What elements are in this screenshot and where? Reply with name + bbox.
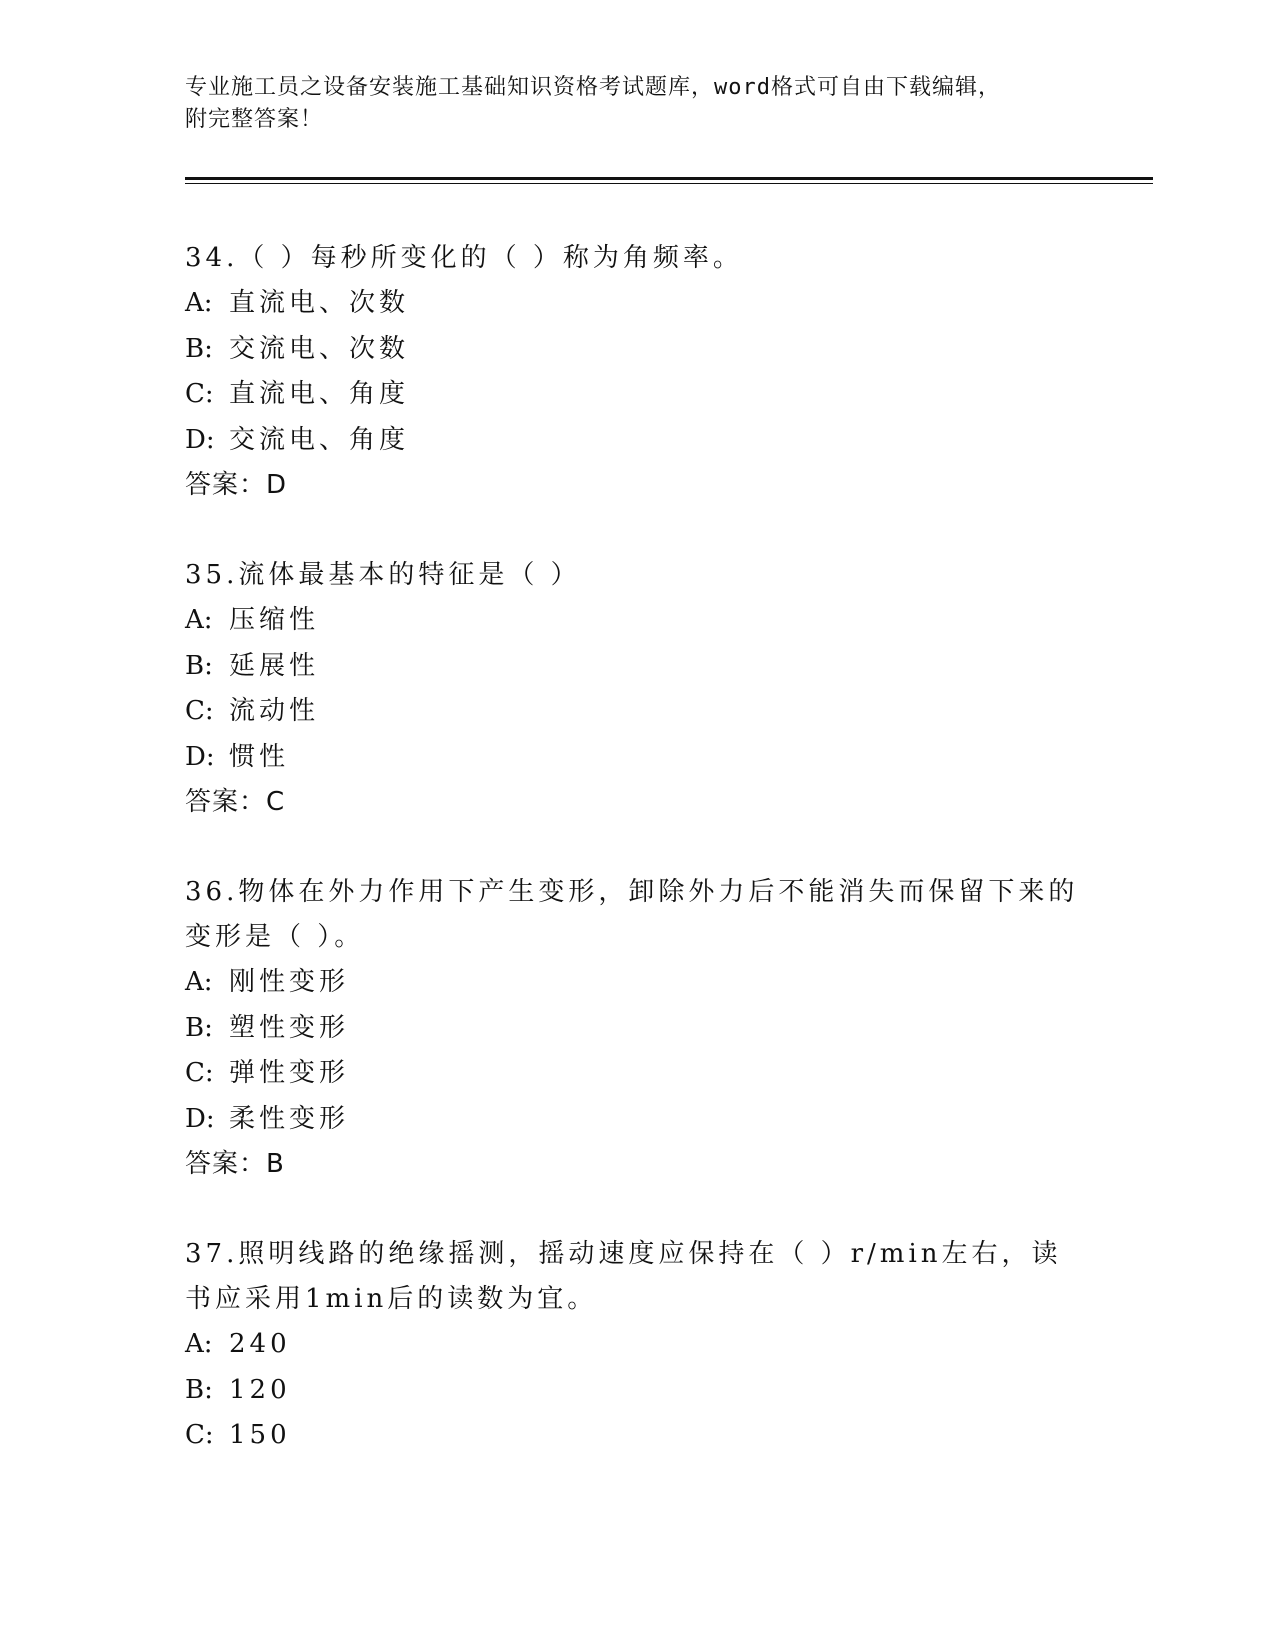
answer-line: 答案：D xyxy=(185,470,288,500)
option-d xyxy=(185,418,1085,464)
option-letter: B: xyxy=(185,1374,213,1405)
question-36 xyxy=(185,870,1085,1187)
option-a xyxy=(185,1322,1085,1368)
option-letter: D: xyxy=(185,741,215,772)
option-a xyxy=(185,598,1085,644)
option-d xyxy=(185,735,1085,781)
option-text: 惯性 xyxy=(229,741,290,772)
option-c xyxy=(185,689,1085,735)
option-text: 交流电、次数 xyxy=(229,333,410,364)
option-text: 延展性 xyxy=(229,650,320,681)
option-text: 柔性变形 xyxy=(229,1103,350,1134)
option-text: 压缩性 xyxy=(229,605,320,635)
option-a xyxy=(185,960,1085,1006)
option-letter: B: xyxy=(185,333,213,364)
question-list xyxy=(185,236,1085,1504)
question-text: 34.（ ）每秒所变化的（ ）称为角频率。 xyxy=(185,243,743,273)
option-c xyxy=(185,1413,1085,1459)
document-header xyxy=(185,72,1085,136)
question-text: 37.照明线路的绝缘摇测，摇动速度应保持在（ ）r/min左右，读书应采用1min后的读数为宜。 xyxy=(185,1239,1062,1314)
option-text: 直流电、次数 xyxy=(229,288,410,318)
option-a xyxy=(185,281,1085,327)
option-letter: B: xyxy=(185,650,213,681)
option-letter: C: xyxy=(185,1420,214,1450)
option-letter: C: xyxy=(185,696,214,726)
option-letter: A: xyxy=(185,605,213,635)
question-37 xyxy=(185,1232,1085,1459)
option-text: 塑性变形 xyxy=(229,1012,350,1043)
option-text: 交流电、角度 xyxy=(229,424,410,455)
option-text: 240 xyxy=(229,1329,291,1359)
option-c xyxy=(185,372,1085,418)
header-divider-thick xyxy=(185,177,1153,180)
option-letter: C: xyxy=(185,379,214,409)
option-text: 150 xyxy=(229,1420,291,1450)
option-text: 弹性变形 xyxy=(229,1058,350,1088)
question-35 xyxy=(185,553,1085,825)
option-d xyxy=(185,1097,1085,1143)
answer-line: 答案：C xyxy=(185,787,286,817)
option-b xyxy=(185,1006,1085,1052)
question-text: 36.物体在外力作用下产生变形，卸除外力后不能消失而保留下来的变形是（ ）。 xyxy=(185,877,1079,952)
question-text: 35.流体最基本的特征是（ ） xyxy=(185,560,581,590)
option-letter: A: xyxy=(185,967,213,997)
option-text: 刚性变形 xyxy=(229,967,350,997)
option-c xyxy=(185,1051,1085,1097)
header-divider-thin xyxy=(185,183,1153,184)
option-letter: B: xyxy=(185,1012,213,1043)
option-letter: A: xyxy=(185,288,213,318)
option-letter: A: xyxy=(185,1329,213,1359)
question-34 xyxy=(185,236,1085,508)
header-line-2: 附完整答案！ xyxy=(185,107,324,132)
header-line-1: 专业施工员之设备安装施工基础知识资格考试题库，word格式可自由下载编辑， xyxy=(185,75,1001,100)
option-text: 直流电、角度 xyxy=(229,379,410,409)
option-b xyxy=(185,644,1085,690)
option-text: 120 xyxy=(229,1374,291,1405)
answer-line: 答案：B xyxy=(185,1149,285,1179)
option-text: 流动性 xyxy=(229,696,320,726)
option-letter: D: xyxy=(185,1103,215,1134)
option-letter: D: xyxy=(185,424,215,455)
option-b xyxy=(185,327,1085,373)
option-letter: C: xyxy=(185,1058,214,1088)
option-b xyxy=(185,1368,1085,1414)
